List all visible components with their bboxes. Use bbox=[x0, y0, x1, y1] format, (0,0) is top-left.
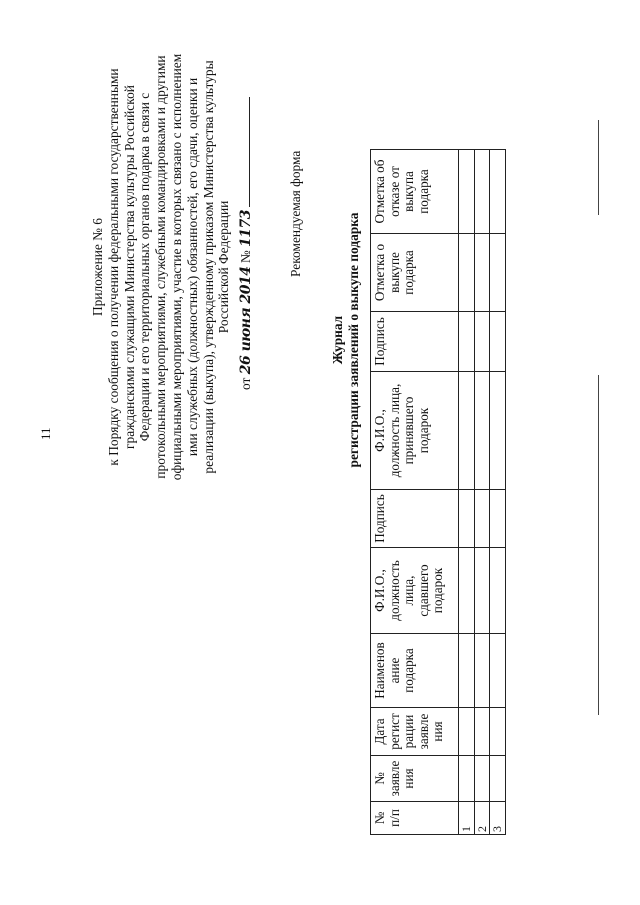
table-cell bbox=[474, 150, 490, 234]
appendix-line: Российской Федерации bbox=[216, 200, 232, 334]
row-number: 1 bbox=[459, 802, 475, 835]
table-cell bbox=[459, 150, 475, 234]
table-cell bbox=[490, 634, 506, 708]
table-cell bbox=[459, 756, 475, 802]
appendix-line: Приложение № 6 bbox=[90, 217, 105, 317]
appendix-line: официальными мероприятиями, участие в которых связано с исполнением bbox=[168, 53, 184, 481]
table-cell bbox=[490, 490, 506, 548]
table-cell bbox=[474, 490, 490, 548]
table-cell bbox=[474, 234, 490, 312]
table-cell bbox=[490, 548, 506, 634]
table-cell bbox=[474, 312, 490, 372]
table-cell bbox=[490, 312, 506, 372]
bottom-rule-right bbox=[598, 120, 599, 215]
table-cell bbox=[459, 634, 475, 708]
table-row bbox=[459, 150, 475, 835]
column-header: Подпись bbox=[371, 490, 459, 548]
table-cell bbox=[474, 548, 490, 634]
column-header: Дата регист рации заявле ния bbox=[371, 708, 459, 756]
order-prefix: от bbox=[238, 377, 253, 390]
order-number-handwritten: 1173 bbox=[238, 210, 254, 248]
column-header: Отметка об отказе от выкупа подарка bbox=[371, 150, 459, 234]
table-row bbox=[490, 150, 506, 835]
table-cell bbox=[490, 708, 506, 756]
column-header: Наименов ание подарка bbox=[371, 634, 459, 708]
journal-title: Журнал bbox=[330, 315, 345, 365]
journal-subtitle: регистрации заявлений о выкупе подарка bbox=[346, 212, 361, 468]
row-number: 3 bbox=[490, 802, 506, 835]
page-number: 11 bbox=[38, 427, 53, 440]
recommended-form-label: Рекомендуемая форма bbox=[288, 150, 303, 277]
table-cell bbox=[474, 372, 490, 490]
appendix-line: Федерации и его территориальных органов подарка в связи с bbox=[137, 92, 153, 442]
journal-heading bbox=[330, 180, 362, 500]
table-row bbox=[474, 150, 490, 835]
table-cell bbox=[459, 708, 475, 756]
table-cell bbox=[474, 756, 490, 802]
journal-table bbox=[370, 149, 506, 835]
appendix-line: ими служебных (должностных) обязанностей, его сдачи, оценки и bbox=[184, 77, 200, 457]
order-date-handwritten: 26 июня 2014 bbox=[238, 266, 254, 375]
column-header: № п/п bbox=[371, 802, 459, 835]
column-header: № заявле ния bbox=[371, 756, 459, 802]
order-reference bbox=[238, 97, 254, 390]
table-cell bbox=[490, 150, 506, 234]
table-cell bbox=[459, 372, 475, 490]
table-cell bbox=[459, 234, 475, 312]
table-cell bbox=[474, 708, 490, 756]
appendix-header bbox=[90, 0, 232, 547]
table-cell bbox=[490, 756, 506, 802]
table-cell bbox=[490, 234, 506, 312]
appendix-line: протокольными мероприятиями, служебными командировками и другими bbox=[153, 55, 169, 479]
column-header: Ф.И.О., должность лица, принявшего подарок bbox=[371, 372, 459, 490]
order-number-label: № bbox=[238, 250, 253, 264]
appendix-line: гражданскими служащими Министерства культуры Российской bbox=[121, 85, 137, 449]
bottom-rule-left bbox=[598, 375, 599, 715]
table-cell bbox=[459, 312, 475, 372]
column-header: Отметка о выкупе подарка bbox=[371, 234, 459, 312]
table-cell bbox=[459, 490, 475, 548]
column-header: Ф.И.О., должность лица, сдавшего подарок bbox=[371, 548, 459, 634]
signature-line bbox=[247, 97, 250, 207]
appendix-line: к Порядку сообщения о получении федеральными государственными bbox=[105, 68, 121, 466]
table-cell bbox=[490, 372, 506, 490]
row-number: 2 bbox=[474, 802, 490, 835]
column-header: Подпись bbox=[371, 312, 459, 372]
journal-header-row bbox=[371, 150, 459, 835]
table-cell bbox=[474, 634, 490, 708]
appendix-line: реализации (выкупа), утвержденному приказом Министерства культуры bbox=[200, 60, 216, 474]
table-cell bbox=[459, 548, 475, 634]
